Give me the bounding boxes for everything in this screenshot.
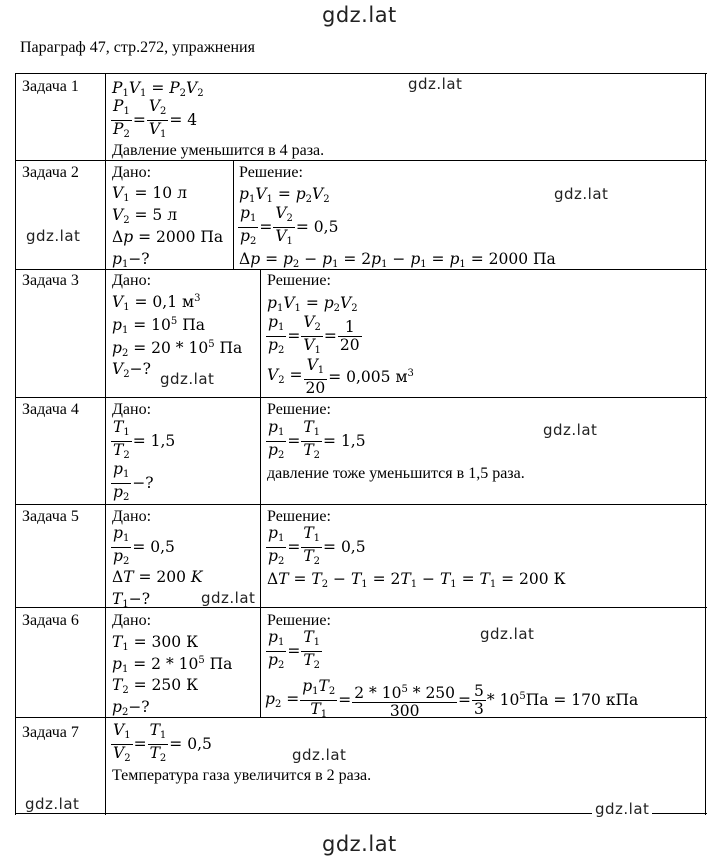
formula: $V_2$ = $\frac{V_1}{20}$ = 0,005 $м^3$ (267, 356, 414, 397)
solution-label: Решение: (267, 612, 331, 629)
formula: $T_1-$? (112, 590, 151, 610)
formula: $\frac{p_1}{p_2}$ −? (113, 460, 154, 503)
given-label: Дано: (112, 508, 152, 525)
formula: $p_1V_1 = p_2V_2$ (267, 294, 358, 314)
formula: $V_1 = 0,1$ $м^3$ (112, 293, 201, 313)
formula: $p_2 = 20 * 10^5$ Па (112, 339, 243, 359)
formula: $\frac{T_1}{T_2}$ = 1,5 (113, 418, 176, 461)
watermark-row5: gdz.lat (198, 589, 258, 607)
formula: $V_2 = 5$ л (112, 206, 178, 226)
watermark-row6: gdz.lat (480, 625, 535, 643)
task-label: Задача 2 (22, 164, 79, 181)
task-label: Задача 6 (22, 612, 79, 629)
task-conclusion: Давление уменьшится в 4 раза. (112, 142, 325, 159)
formula: ΔT = 200 K (112, 568, 203, 586)
watermark-bottom: gdz.lat (322, 832, 397, 856)
given-label: Дано: (112, 164, 152, 181)
formula: $\frac{p_1}{p_2}$ = $\frac{V_2}{V_1}$ = 0,5 (240, 204, 339, 247)
task-label: Задача 7 (22, 724, 79, 741)
formula: $\frac{p_1}{p_2}$ = $\frac{T_1}{T_2}$ = 1,5 (268, 418, 366, 461)
page-heading: Параграф 47, стр.272, упражнения (20, 39, 255, 56)
formula: $\frac{p_1}{p_2}$ = $\frac{T_1}{T_2}$ (268, 628, 321, 671)
formula: Δp = 2000 Па (112, 228, 224, 246)
watermark-row3: gdz.lat (160, 370, 215, 388)
task-conclusion: давление тоже уменьшится в 1,5 раза. (267, 465, 525, 482)
formula: $\Delta T = T_2 - T_1 = 2T_1 - T_1 = T_1 = 200$ К (267, 570, 566, 590)
task-conclusion: Температура газа увеличится в 2 раза. (112, 767, 372, 784)
solution-label: Решение: (239, 164, 303, 181)
formula: $p_1 = 10^5$ Па (112, 316, 205, 336)
formula: $\frac{p_1}{p_2}$ = 0,5 (113, 524, 175, 567)
watermark-row1: gdz.lat (405, 75, 465, 93)
watermark-bottom-left: gdz.lat (22, 795, 82, 813)
formula: $p_2$ = $\frac{p_1T_2}{T_1}$ = $\frac{2 * 10^5 * 250}{300}$ = $\frac{5}{3}$ * $10^5Па = 170$ кПа (265, 677, 639, 720)
watermark-row7: gdz.lat (292, 746, 347, 764)
formula: $p_1-$? (112, 250, 150, 270)
watermark-top: gdz.lat (322, 3, 397, 27)
formula: $P_1V_1 = P_2V_2$ (112, 79, 204, 99)
watermark-bottom-right: gdz.lat (592, 800, 652, 818)
formula: $\frac{p_1}{p_2}$ = $\frac{V_2}{V_1}$ = $\frac{1}{20}$ (268, 313, 360, 356)
formula: $\frac{P_1}{P_2}$ = $\frac{V_2}{V_1}$ = 4 (113, 97, 198, 140)
given-label: Дано: (112, 272, 152, 289)
solution-label: Решение: (267, 508, 331, 525)
formula: $T_2 = 250$ К (112, 676, 199, 696)
solution-label: Решение: (267, 401, 331, 418)
solution-label: Решение: (267, 272, 331, 289)
formula: $p_1V_1 = p_2V_2$ (239, 185, 330, 205)
formula: $T_1 = 300$ К (112, 633, 199, 653)
formula: $V_1 = 10$ л (112, 184, 187, 204)
formula: $\Delta p = p_2 - p_1 = 2p_1 - p_1 = p_1 = 2000$ Па (239, 250, 556, 270)
formula: $V_2-$? (112, 360, 151, 380)
watermark-row4: gdz.lat (543, 421, 598, 439)
formula: $p_2-$? (112, 698, 150, 718)
task-label: Задача 1 (22, 78, 79, 95)
given-label: Дано: (112, 401, 152, 418)
task-label: Задача 5 (22, 508, 79, 525)
formula: $\frac{V_1}{V_2}$ = $\frac{T_1}{T_2}$ = 0,5 (113, 721, 212, 764)
watermark-row2: gdz.lat (554, 185, 609, 203)
task-label: Задача 4 (22, 401, 79, 418)
given-label: Дано: (112, 612, 152, 629)
task-label: Задача 3 (22, 272, 79, 289)
formula: $\frac{p_1}{p_2}$ = $\frac{T_1}{T_2}$ = 0,5 (268, 524, 366, 567)
formula: $p_1 = 2 * 10^5$ Па (112, 655, 233, 675)
watermark-row2-left: gdz.lat (26, 227, 81, 245)
